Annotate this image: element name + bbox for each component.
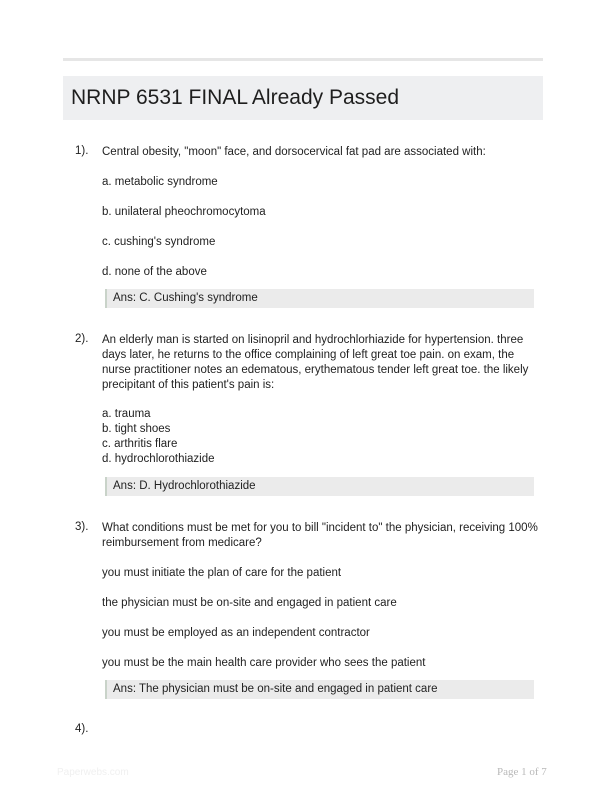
top-divider	[63, 58, 543, 61]
answer-option: d. none of the above	[102, 266, 207, 278]
answer-text: Ans: D. Hydrochlorothiazide	[113, 480, 256, 492]
question-number: 3).	[75, 521, 89, 533]
answer-text: Ans: The physician must be on-site and engaged in patient care	[113, 683, 438, 695]
answer-box	[105, 477, 534, 496]
page-title: NRNP 6531 FINAL Already Passed	[71, 86, 400, 109]
answer-box	[105, 289, 534, 308]
question-number: 4).	[75, 723, 89, 735]
answer-option: d. hydrochlorothiazide	[102, 453, 215, 465]
answer-option: b. tight shoes	[102, 423, 171, 435]
footer-watermark: Paperwebs.com	[57, 767, 129, 778]
answer-option: a. metabolic syndrome	[102, 176, 218, 188]
answer-option: b. unilateral pheochromocytoma	[102, 206, 266, 218]
answer-option: c. arthritis flare	[102, 438, 178, 450]
answer-option: c. cushing's syndrome	[102, 236, 216, 248]
title-banner	[63, 76, 543, 120]
answer-option: you must initiate the plan of care for the patient	[102, 567, 342, 579]
answer-box	[105, 680, 534, 699]
answer-options	[102, 407, 215, 467]
page-indicator: Page 1 of 7	[497, 766, 547, 778]
answer-option: the physician must be on-site and engaged in patient care	[102, 597, 397, 609]
answer-option: a. trauma	[102, 408, 151, 420]
question-number: 2).	[75, 333, 89, 345]
question-text: An elderly man is started on lisinopril and hydrochlorhiazide for hypertension. three days later, he returns to the office complaining of left great toe pain. on exam, the nurse practitioner notes an edematous, erythematous tender left great toe. the likely precipitant of this patient's pain is:	[102, 334, 529, 391]
answer-text: Ans: C. Cushing's syndrome	[113, 292, 258, 304]
question-text: What conditions must be met for you to bill "incident to" the physician, receiving 100% reimbursement from medicare?	[102, 522, 538, 549]
answer-option: you must be the main health care provider who sees the patient	[102, 657, 426, 669]
question-number: 1).	[75, 145, 89, 157]
question-text: Central obesity, "moon" face, and dorsocervical fat pad are associated with:	[102, 146, 486, 158]
answer-option: you must be employed as an independent contractor	[102, 627, 370, 639]
